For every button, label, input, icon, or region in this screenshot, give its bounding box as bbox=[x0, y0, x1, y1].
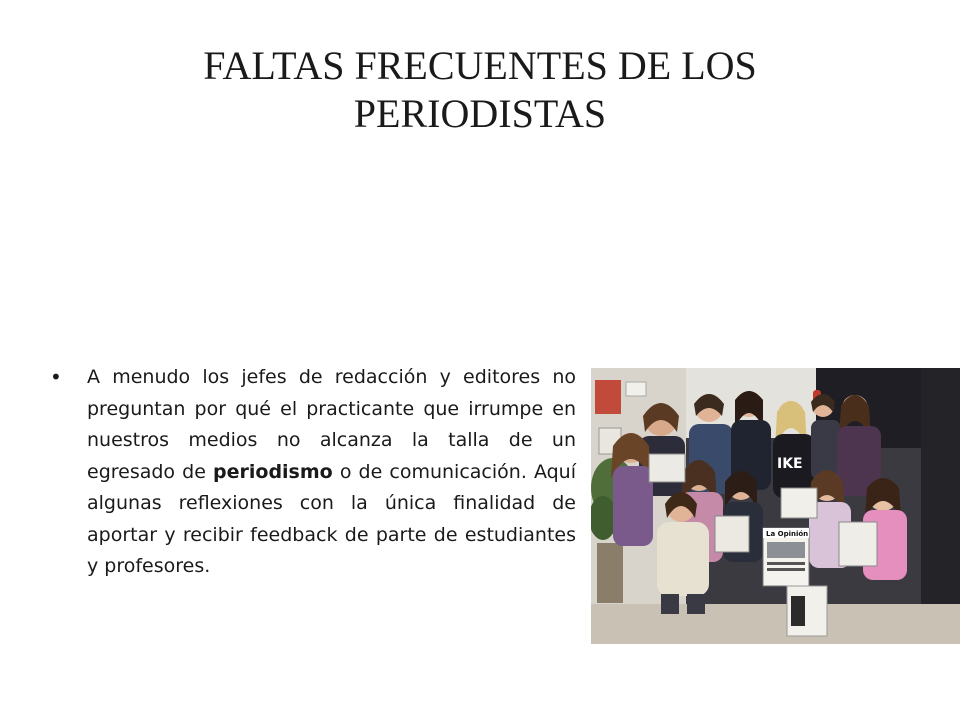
bullet-item bbox=[87, 362, 576, 583]
title-line-2: PERIODISTAS bbox=[353, 91, 607, 136]
bullet-text-after: o de comunicación. Aquí algunas reflexiones con la única finalidad de aportar y recibir feedback de parte de estudiantes y profesores. bbox=[87, 460, 576, 577]
bullet-text-bold: periodismo bbox=[213, 460, 333, 483]
title-line-1: FALTAS FRECUENTES DE LOS bbox=[203, 43, 757, 88]
newspaper-masthead: La Opinión bbox=[766, 530, 809, 538]
group-photo bbox=[591, 368, 960, 644]
slide-title bbox=[120, 42, 840, 138]
shirt-text: IKE bbox=[777, 456, 803, 472]
bullet-marker-icon: • bbox=[50, 365, 62, 389]
bullet-text-before: A menudo los jefes de redacción y editores no preguntan por qué el practicante que irrumpe en nuestros medios no alcanza la talla de un egresado de bbox=[87, 366, 576, 483]
bullet-list bbox=[50, 362, 576, 583]
